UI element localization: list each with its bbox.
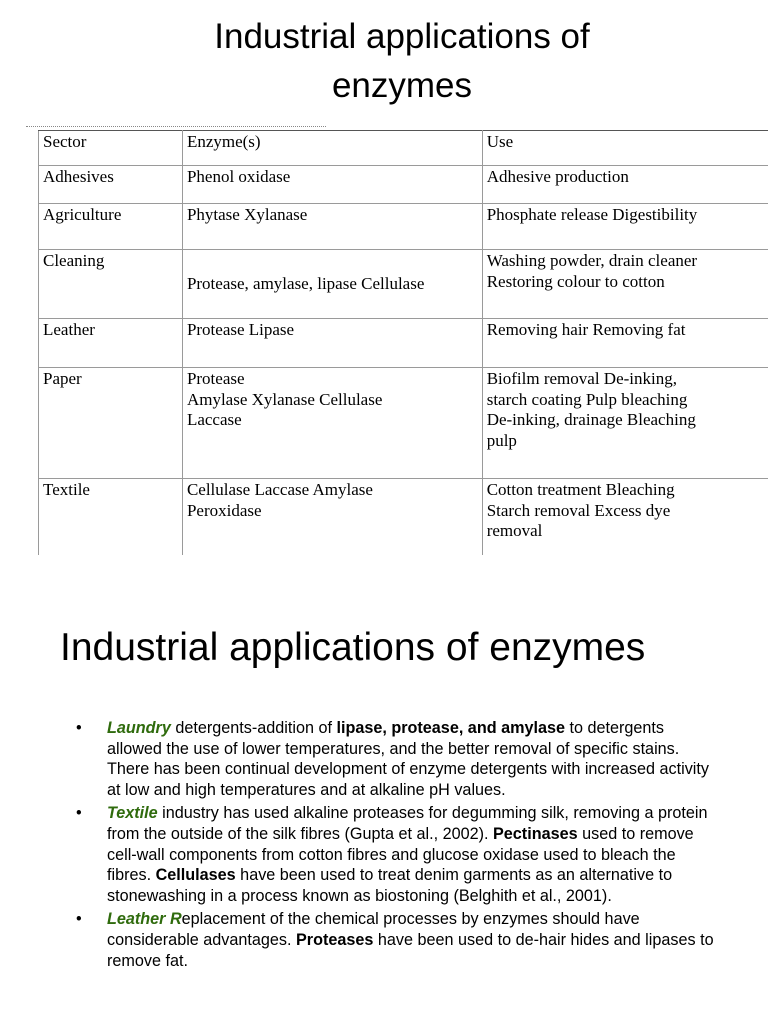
cell-enzymes-line: Cellulase Laccase Amylase — [186, 480, 373, 499]
cell-use: Phosphate release Digestibility — [482, 204, 768, 250]
bullet-text: industry has used alkaline proteases for degumming silk, removing a protein from the outside of the silk fibres (Gupta et al., 2002). — [107, 804, 708, 843]
cell-sector: Leather — [39, 319, 183, 368]
cell-use-line: removal — [486, 521, 543, 540]
slide2-title: Industrial applications of enzymes — [60, 626, 646, 669]
cell-sector: Paper — [39, 368, 183, 479]
bullet-text: to detergents allowed the use of lower temperatures, and the better removal of specific stains. There has been continual development of enzyme detergents with increased activity at low and high temperatures and at alkaline pH values. — [107, 719, 709, 799]
cell-use-line: De-inking, drainage Bleaching — [486, 410, 696, 429]
table-row — [39, 250, 768, 319]
enzyme-applications-table — [38, 130, 768, 555]
slide1-title-line1: Industrial applications of — [214, 17, 590, 56]
bullet-dot-icon: • — [76, 719, 82, 737]
bullet-leather — [76, 909, 716, 971]
cell-enzymes-line: Laccase — [186, 410, 242, 429]
cell-enzymes: Protease, amylase, lipase Cellulase — [182, 250, 482, 319]
cell-use-line: starch coating Pulp bleaching — [486, 389, 688, 409]
cell-use — [482, 368, 768, 479]
header-enzymes: Enzyme(s) — [182, 131, 482, 166]
table-row — [39, 479, 768, 555]
cell-enzymes: Phenol oxidase — [182, 166, 482, 204]
bullet-keyword: Textile — [107, 804, 158, 823]
cell-enzymes-line: Protease — [186, 369, 245, 388]
cell-sector: Agriculture — [39, 204, 183, 250]
cell-use — [482, 250, 768, 319]
table-row — [39, 166, 768, 204]
cell-use: Adhesive production — [482, 166, 768, 204]
cell-use-line: pulp — [486, 430, 517, 450]
cell-use-line: Restoring colour to cotton — [486, 271, 665, 291]
bullet-text: eplacement of the chemical processes by enzymes should have considerable advantages. — [107, 910, 640, 949]
bullet-bold-text: Proteases — [296, 930, 374, 949]
cell-use-line: Cotton treatment Bleaching — [486, 480, 675, 499]
bullet-textile — [76, 803, 716, 906]
cell-enzymes: Protease Lipase — [182, 319, 482, 368]
cell-use-line: Washing powder, drain cleaner — [486, 251, 698, 270]
slide1-title — [0, 12, 768, 110]
bullet-laundry — [76, 718, 716, 800]
bullet-bold-text: Pectinases — [493, 824, 578, 843]
bullet-text: have been used to treat denim garments as an alternative to stonewashing in a process known as biostoning (Belghith et al., 2001). — [107, 866, 673, 905]
bullet-dot-icon: • — [76, 910, 82, 929]
cell-sector: Adhesives — [39, 166, 183, 204]
cell-enzymes: Phytase Xylanase — [182, 204, 482, 250]
bullet-list — [76, 718, 716, 974]
cell-use: Removing hair Removing fat — [482, 319, 768, 368]
cell-sector: Textile — [39, 479, 183, 555]
cell-use-line: Biofilm removal De-inking, — [486, 369, 677, 388]
bullet-bold-text: lipase, protease, and amylase — [336, 719, 565, 737]
cell-enzymes — [182, 368, 482, 479]
bullet-dot-icon: • — [76, 804, 82, 823]
bullet-keyword: Leather R — [107, 910, 182, 929]
cell-use — [482, 479, 768, 555]
cell-enzymes-line: Amylase Xylanase Cellulase — [186, 389, 383, 409]
table-row — [39, 319, 768, 368]
table-row — [39, 204, 768, 250]
bullet-text: used to remove cell-wall components from cotton fibres and glucose oxidase used to bleach the fibres. — [107, 824, 694, 885]
cell-sector: Cleaning — [39, 250, 183, 319]
bullet-keyword: Laundry — [107, 719, 171, 737]
slide1-title-line2: enzymes — [331, 66, 473, 105]
cell-enzymes-line: Peroxidase — [186, 500, 262, 520]
bullet-text: detergents-addition of — [170, 719, 337, 737]
header-use: Use — [482, 131, 768, 166]
cell-enzymes — [182, 479, 482, 555]
bullet-bold-text: Cellulases — [155, 866, 236, 885]
cell-use-line: Starch removal Excess dye — [486, 500, 671, 520]
table-header-row — [39, 131, 768, 166]
table-row — [39, 368, 768, 479]
bullet-text: have been used to de-hair hides and lipases to remove fat. — [107, 930, 714, 970]
header-sector: Sector — [39, 131, 183, 166]
